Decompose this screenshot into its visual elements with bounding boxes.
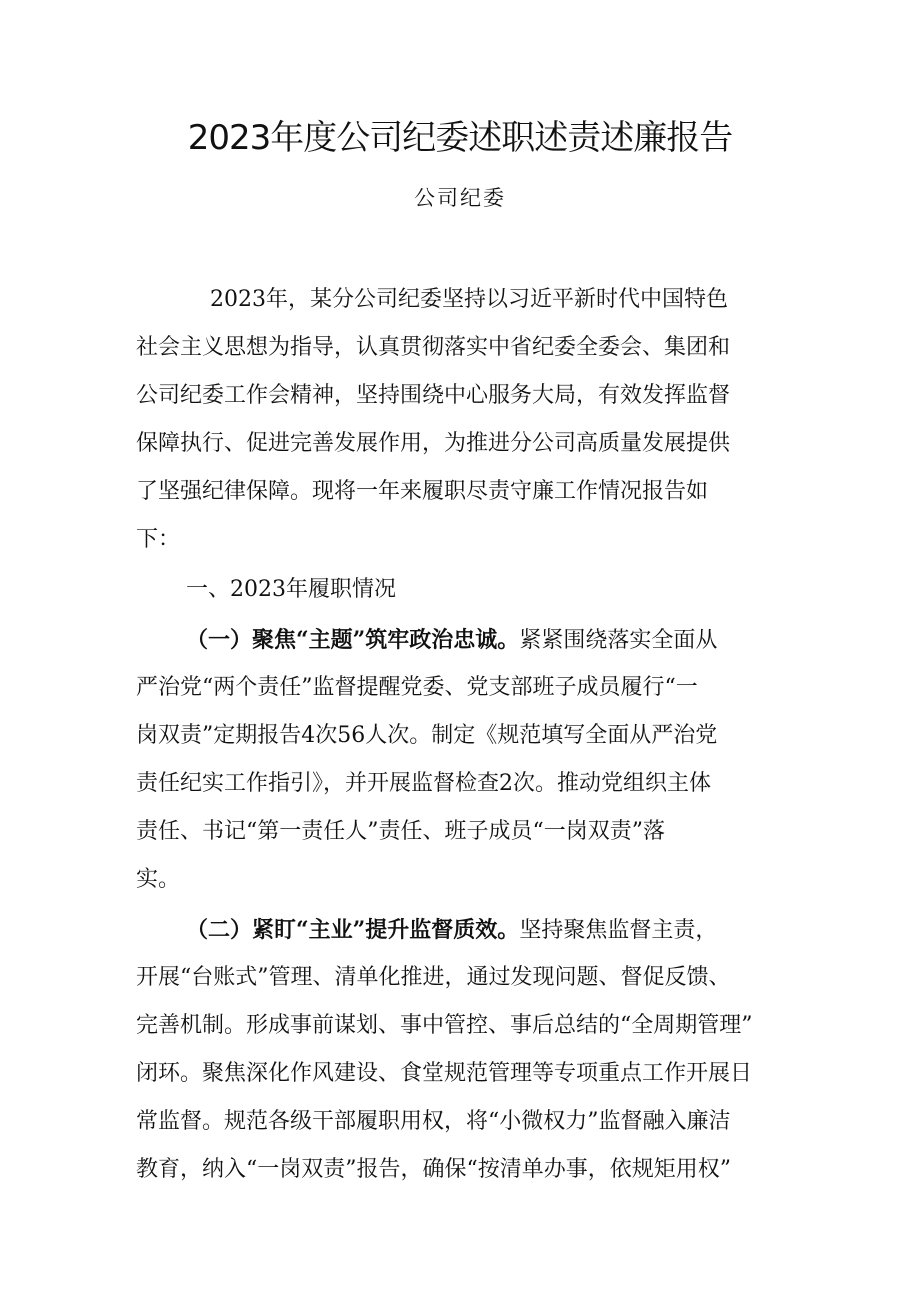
item1-first-line <box>186 624 717 657</box>
item1-line: 责任纪实工作指引》，并开展监督检查2次。推动党组织主体 <box>136 771 711 796</box>
item2-first-line <box>186 914 717 947</box>
document-author: 公司纪委 <box>414 186 506 210</box>
item1-first-rest: 紧紧围绕落实全面从 <box>519 628 718 653</box>
item2-first-rest: 坚持聚焦监督主责， <box>519 918 718 943</box>
section-heading: 一、2023年履职情况 <box>186 577 396 602</box>
intro-line: 保障执行、促进完善发展作用，为推进分公司高质量发展提供 <box>136 431 731 456</box>
item1-line: 严治党“两个责任”监督提醒党委、党支部班子成员履行“一 <box>136 675 698 700</box>
document-title: 2023年度公司纪委述职述责述廉报告 <box>187 118 733 158</box>
item2-line: 完善机制。形成事前谋划、事中管控、事后总结的“全周期管理” <box>136 1013 753 1038</box>
intro-line: 公司纪委工作会精神，坚持围绕中心服务大局，有效发挥监督 <box>136 383 731 408</box>
intro-line: 2023年，某分公司纪委坚持以习近平新时代中国特色 <box>210 287 728 312</box>
item2-line: 常监督。规范各级干部履职用权，将“小微权力”监督融入廉洁 <box>136 1109 731 1134</box>
intro-line: 社会主义思想为指导，认真贯彻落实中省纪委全委会、集团和 <box>136 335 731 360</box>
intro-line: 了坚强纪律保障。现将一年来履职尽责守廉工作情况报告如 <box>136 479 709 504</box>
item1-line: 实。 <box>136 867 181 892</box>
item1-line: 岗双责”定期报告4次56人次。制定《规范填写全面从严治党 <box>136 723 718 748</box>
intro-line: 下： <box>136 527 181 552</box>
item2-line: 开展“台账式”管理、清单化推进，通过发现问题、督促反馈、 <box>136 965 731 990</box>
item2-line: 教育，纳入“一岗双责”报告，确保“按清单办事，依规矩用权” <box>136 1157 731 1182</box>
item2-heading: （二）紧盯“主业”提升监督质效。 <box>186 917 520 943</box>
item1-line: 责任、书记“第一责任人”责任、班子成员“一岗双责”落 <box>136 819 665 844</box>
item2-line: 闭环。聚焦深化作风建设、食堂规范管理等专项重点工作开展日 <box>136 1061 753 1086</box>
item1-heading: （一）聚焦“主题”筑牢政治忠诚。 <box>186 627 520 653</box>
